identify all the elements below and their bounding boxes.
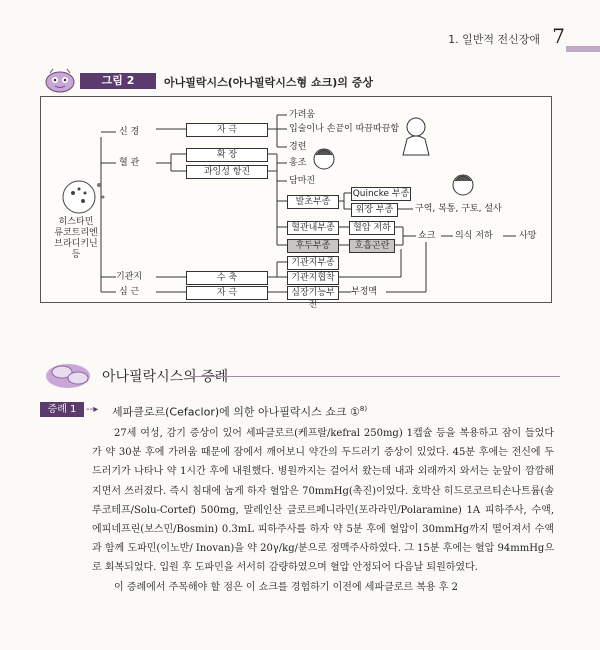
anaphylaxis-diagram [40,96,552,310]
page-header [0,0,600,60]
patient-illustration-2 [314,149,334,169]
cause-histamine: 히스타민 [58,217,94,227]
box-bronchospasm: 기관지부종 [287,256,339,270]
label-lips: 입술이나 손끝이 따끔따끔함 [289,124,400,134]
label-urticaria: 담마진 [289,176,316,186]
label-death: 사망 [519,231,537,241]
box-bronchoconstriction: 수 축 [186,271,268,285]
box-cardiac-dysfunction: 심장기능부전 [287,286,339,300]
organ-vessel: 혈 관 [119,158,140,168]
chapter-title: 1. 일반적 전신장애 [448,33,540,46]
box-permeability: 과잉성 항진 [186,165,268,179]
figure-title-row [40,73,560,91]
organ-nerve: 신 경 [119,127,140,137]
case-heading [40,402,570,420]
label-itch: 가려움 [289,110,316,120]
pills-icon [44,354,98,394]
case-badge: 증례 1 [40,402,84,417]
header-accent-bar [566,46,600,52]
box-stimulus: 자 극 [186,123,268,137]
cause-etc: 등 [71,250,81,260]
section-header [40,360,560,390]
case-title-text: 세파클로르(Cefaclor)에 의한 아나필락시스 쇼크 ① [112,405,360,419]
cause-leukotriene: 류코트리엔 [54,228,98,238]
label-arrhythmia: 부정맥 [351,287,378,297]
label-shock: 쇼크 [418,231,436,241]
box-plasma-leak: 혈관내부종 [287,221,339,235]
box-larynx-edema: 후두부종 [287,239,339,253]
box-heart-stimulus: 자 극 [186,286,268,300]
cause-label [49,217,103,261]
case-paragraph: 27세 여성, 감기 증상이 있어 세파클로르(케프랄/kefral 250mg) 1캡슐 등을 복용하고 잠이 들었다가 약 30분 후에 가려움 때문에 잠에서 깨어보니 약간의 두드러기 증상이 있었다. 45분 후에는 전신에 두드러기가 나타나 약 1시간 후에 내원했다. 병원까지는 걸어서 왔는데 내과 외래까지 와서는 눈앞이 깜깜해지면서 쓰러졌다. 즉시 침대에 눕게 하자 혈압은 70mmHg(촉진)이었다. 호박산 히드로코르티손나트륨(솔루코테프/Solu-Cortef) 500mg, 말레인산 클로르페니라민(포라라민/Polaramine) 1A 피하주사, 수액, 에피네프린(보스민/Bosmin) 0.3mL 피하주사를 하자 약 5분 후에 혈압이 30mmHg까지 떨어져서 수액과 함께 도파민(이노반/ Inovan)을 약 20γ/kg/분으로 정맥주사하였다. 그 15분 후에는 혈압 94mmHg으로 회복되었다. 입원 후 도파민을 서서히 감량하였으며 혈압 안정되어 다음날 퇴원하였다. [92,428,554,574]
box-bronchial-narrowing: 기관지협착 [287,271,339,285]
section-divider [190,376,560,377]
figure-badge: 그림 2 [80,73,156,89]
patient-illustration-1 [403,118,429,155]
page-number: 7 [552,24,565,48]
arrow-icon: ‑‑▸ [86,404,99,415]
case-paragraph: 이 증례에서 주목해야 할 점은 이 쇼크를 경험하기 이전에 세파클로르 복용 후 2 [114,581,458,593]
box-bp-drop: 혈압 저하 [349,221,395,235]
box-gi-edema: 위장 부종 [351,203,398,217]
box-dilation: 확 장 [186,148,268,162]
case-title [112,402,367,420]
case-body [92,424,554,597]
box-quincke: Quincke 부종 [352,189,410,199]
case-reference: 8) [359,405,368,413]
box-resp-failure: 호흡곤란 [349,239,395,253]
box-sweat: 발초부종 [287,195,339,209]
figure-caption: 아나필락시스(아나필락시스형 쇼크)의 증상 [164,76,373,89]
patient-illustration-3 [453,175,473,195]
organ-airway: 기관지 [116,272,143,282]
cause-bradykinin: 브라디키닌 [54,239,98,249]
label-spasm: 경련 [289,142,307,152]
cause-cell-icon [63,181,105,213]
mascot-icon [44,67,76,93]
label-gi-symptoms: 구역, 복통, 구토, 설사 [415,204,502,214]
organ-heart: 심 근 [119,287,140,297]
section-title: 아나필락시스의 증례 [102,369,229,385]
label-unconscious: 의식 저하 [455,231,493,241]
label-flush: 홍조 [289,158,307,168]
